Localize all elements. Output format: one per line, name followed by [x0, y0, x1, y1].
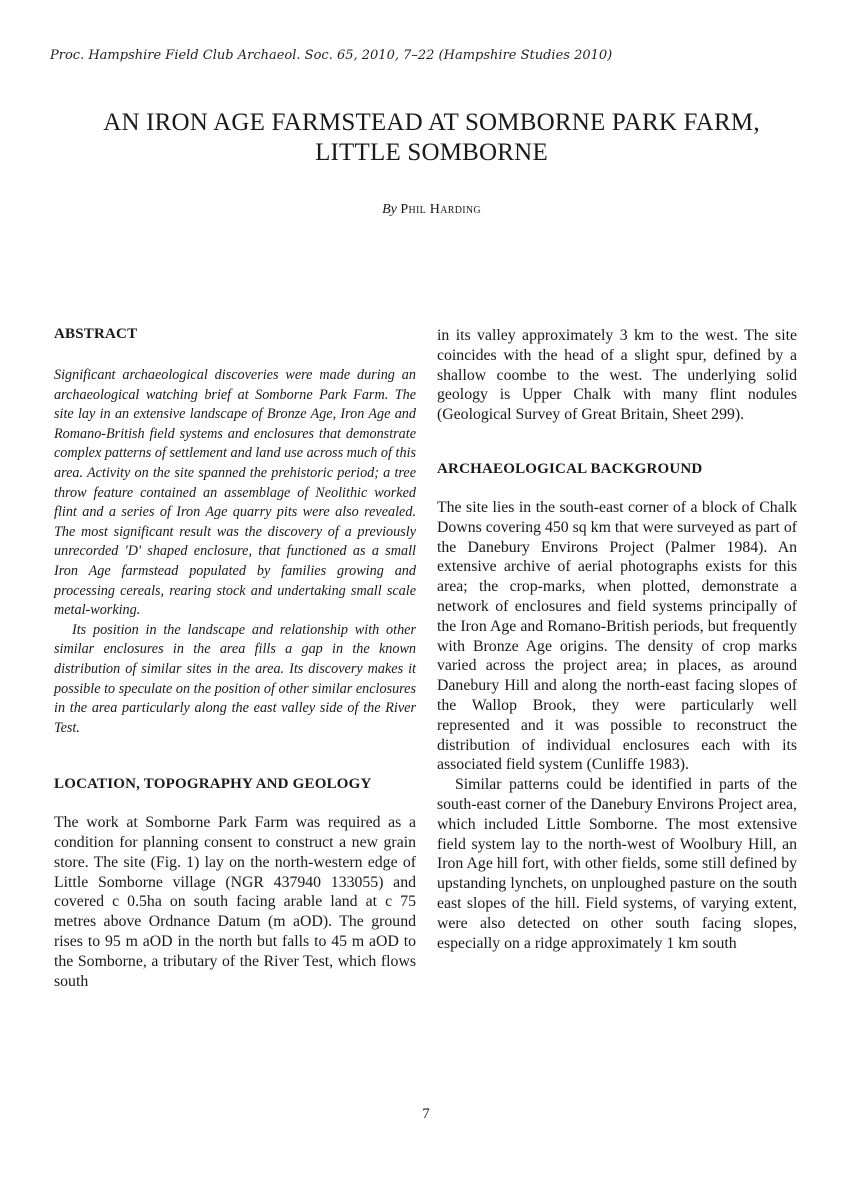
- author-name: Phil Harding: [400, 202, 481, 217]
- left-column: [54, 326, 416, 991]
- abstract-paragraph-1: Significant archaeological discoveries were made during an archaeological watching brief at Somborne Park Farm. The site lay in an extensive landscape of Bronze Age, Iron Age and Romano-British field systems and enclosures that demonstrate complex patterns of settlement and land use across much of this area. Activity on the site spanned the prehistoric period; a tree throw feature contained an assemblage of Neolithic worked flint and a series of Iron Age quarry pits were also revealed. The most significant result was the discovery of a previously unrecorded 'D' shaped enclosure, that functioned as a small Iron Age farmstead populated by families growing and processing cereals, rearing stock and undertaking small scale metal-working.: [54, 367, 416, 619]
- location-paragraph-continued: in its valley approximately 3 km to the west. The site coincides with the head of a slight spur, defined by a shallow coombe to the west. The underlying solid geology is Upper Chalk with many flint nodules (Geological Survey of Great Britain, Sheet 299).: [437, 327, 797, 424]
- page-number: 7: [422, 1106, 430, 1122]
- location-heading: LOCATION, TOPOGRAPHY AND GEOLOGY: [54, 776, 372, 793]
- background-paragraph-1: The site lies in the south-east corner of a block of Chalk Downs covering 450 sq km that were surveyed as part of the Danebury Environs Project (Palmer 1984). An extensive archive of aerial photographs exists for this area; the crop-marks, when plotted, demonstrate a network of enclosures and field systems principally of the Iron Age and Romano-British periods, but frequently with Bronze Age origins. The density of crop marks varied across the project area; in places, as around Danebury Hill and along the north-east facing slopes of the Wallop Brook, they were particularly well represented and it was possible to reconstruct the distribution of individual enclosures each with its associated field system (Cunliffe 1983).: [437, 498, 797, 774]
- title-line-2: LITTLE SOMBORNE: [315, 139, 548, 166]
- title-line-1: AN IRON AGE FARMSTEAD AT SOMBORNE PARK FARM,: [103, 109, 760, 136]
- right-column: [437, 326, 797, 953]
- location-continued: [437, 326, 797, 425]
- byline: [0, 202, 863, 218]
- byline-by: By: [382, 202, 397, 217]
- running-head: Proc. Hampshire Field Club Archaeol. Soc. 65, 2010, 7–22 (Hampshire Studies 2010): [50, 48, 613, 63]
- abstract-paragraph-2: Its position in the landscape and relationship with other similar enclosures in the area fills a gap in the known distribution of similar sites in the area. Its discovery makes it possible to speculate on the position of other similar enclosures in the area particularly along the east valley side of the River Test.: [54, 621, 416, 736]
- background-heading: ARCHAEOLOGICAL BACKGROUND: [437, 460, 703, 477]
- location-paragraph-1: The work at Somborne Park Farm was required as a condition for planning consent to construct a new grain store. The site (Fig. 1) lay on the north-western edge of Little Somborne village (NGR 437940 133055) and covered c 0.5ha on south facing arable land at c 75 metres above Ordnance Datum (m aOD). The ground rises to 95 m aOD in the north but falls to 45 m aOD to the Somborne, a tributary of the River Test, which flows south: [54, 814, 416, 990]
- location-section: [54, 776, 416, 991]
- abstract-heading: ABSTRACT: [54, 326, 138, 342]
- abstract-section: [54, 326, 416, 738]
- background-paragraph-2: Similar patterns could be identified in parts of the south-east corner of the Danebury Environs Project area, which included Little Somborne. The most extensive field system lay to the north-west of Woolbury Hill, an Iron Age hill fort, with other fields, some still defined by upstanding lynchets, on unploughed pasture on the south east slopes of the hill. Field systems, of varying extent, were also detected on other south facing slopes, especially on a ridge approximately 1 km south: [437, 776, 797, 952]
- article-title: [40, 108, 823, 168]
- background-section: [437, 461, 797, 953]
